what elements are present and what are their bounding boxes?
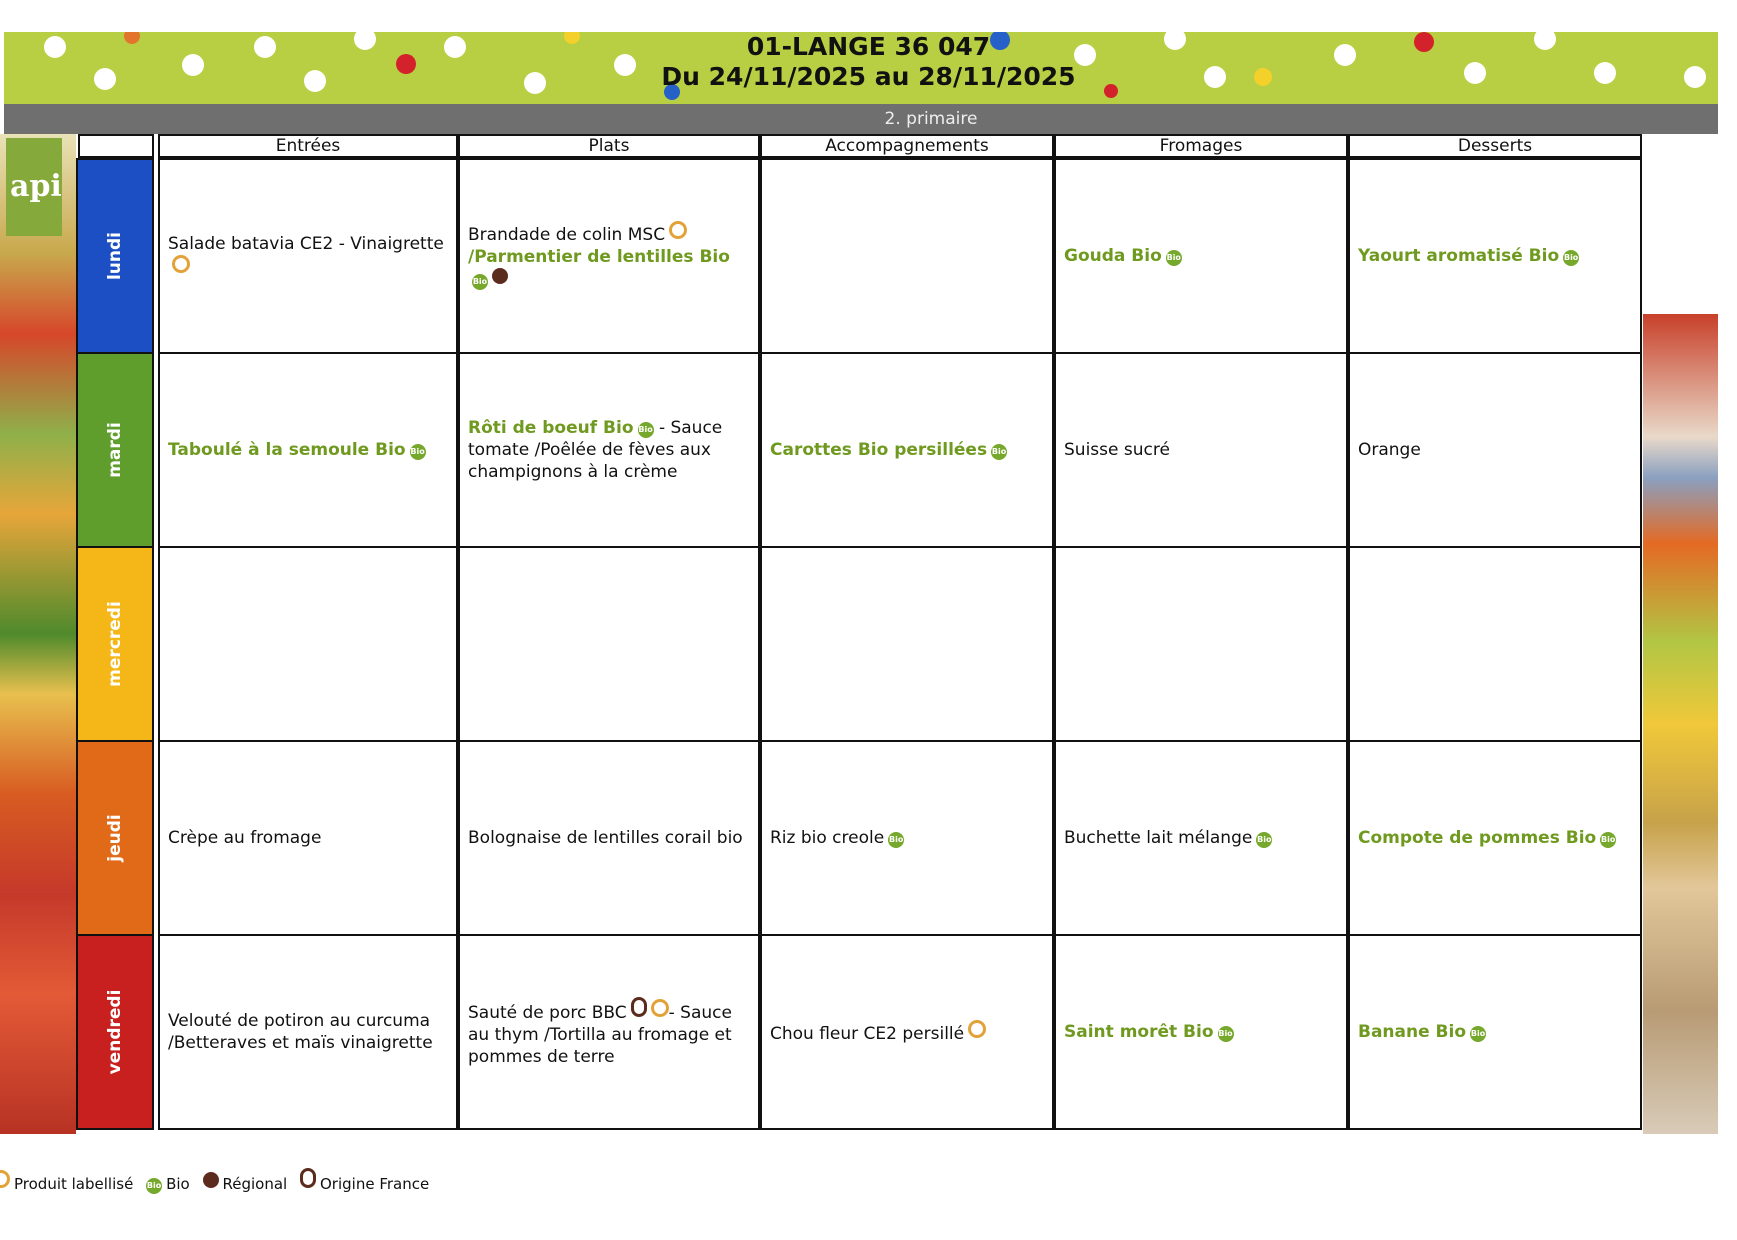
origine-france-icon — [300, 1168, 316, 1188]
bio-leaf-icon: Bio — [1218, 1026, 1234, 1042]
menu-table — [70, 134, 1642, 1134]
date-range: Du 24/11/2025 au 28/11/2025 — [661, 62, 1076, 91]
regional-icon — [203, 1172, 219, 1188]
decorative-vegetables-right — [1643, 314, 1718, 1134]
cell-mercredi-dessert — [1348, 546, 1642, 742]
label-icon — [0, 1170, 10, 1188]
regional-icon — [492, 268, 508, 284]
page-title — [0, 32, 1737, 92]
api-logo: api — [6, 138, 62, 236]
cell-mardi-plat: Rôti de boeuf Bio Bio - Sauce tomate /Poêlée de fèves aux champignons à la crème — [458, 352, 760, 548]
cell-vendredi-dessert: Banane Bio Bio — [1348, 934, 1642, 1130]
cell-mardi-dessert: Orange — [1348, 352, 1642, 548]
day-mercredi: mercredi — [76, 546, 154, 742]
col-header-accompagnements: Accompagnements — [760, 134, 1054, 158]
cell-mercredi-entree — [158, 546, 458, 742]
legend: Produit labellisé Bio Bio Régional Origine France — [0, 1168, 433, 1194]
cell-mardi-accompagnement: Carottes Bio persillées Bio — [760, 352, 1054, 548]
bio-leaf-icon: Bio — [991, 444, 1007, 460]
label-icon — [651, 999, 669, 1017]
cell-jeudi-entree: Crèpe au fromage — [158, 740, 458, 936]
bio-leaf-icon: Bio — [410, 444, 426, 460]
cell-jeudi-dessert: Compote de pommes Bio Bio — [1348, 740, 1642, 936]
cell-jeudi-accompagnement: Riz bio creole Bio — [760, 740, 1054, 936]
day-vendredi: vendredi — [76, 934, 154, 1130]
bio-leaf-icon: Bio — [888, 832, 904, 848]
cell-vendredi-entree: Velouté de potiron au curcuma /Betteraves et maïs vinaigrette — [158, 934, 458, 1130]
bio-leaf-icon: Bio — [1166, 250, 1182, 266]
label-icon — [669, 221, 687, 239]
col-header-entrees: Entrées — [158, 134, 458, 158]
cell-jeudi-fromage: Buchette lait mélange Bio — [1054, 740, 1348, 936]
bio-leaf-icon: Bio — [1256, 832, 1272, 848]
bio-leaf-icon: Bio — [1563, 250, 1579, 266]
day-jeudi: jeudi — [76, 740, 154, 936]
site-code: 01-LANGE 36 047 — [746, 32, 991, 61]
col-header-plats: Plats — [458, 134, 760, 158]
cell-lundi-plat: Brandade de colin MSC /Parmentier de lentilles Bio Bio — [458, 158, 760, 354]
origine-france-icon — [631, 997, 647, 1017]
cell-mercredi-plat — [458, 546, 760, 742]
header-corner — [78, 134, 154, 158]
cell-vendredi-plat: Sauté de porc BBC - Sauce au thym /Tortilla au fromage et pommes de terre — [458, 934, 760, 1130]
cell-vendredi-accompagnement: Chou fleur CE2 persillé — [760, 934, 1054, 1130]
bio-leaf-icon: Bio — [1600, 832, 1616, 848]
col-header-fromages: Fromages — [1054, 134, 1348, 158]
cell-mardi-fromage: Suisse sucré — [1054, 352, 1348, 548]
bio-leaf-icon: Bio — [472, 274, 488, 290]
col-header-desserts: Desserts — [1348, 134, 1642, 158]
label-icon — [172, 255, 190, 273]
day-mardi: mardi — [76, 352, 154, 548]
cell-lundi-accompagnement — [760, 158, 1054, 354]
group-label: 2. primaire — [884, 109, 978, 129]
cell-mardi-entree: Taboulé à la semoule Bio Bio — [158, 352, 458, 548]
cell-lundi-entree: Salade batavia CE2 - Vinaigrette — [158, 158, 458, 354]
group-bar — [4, 104, 1718, 134]
day-lundi: lundi — [76, 158, 154, 354]
bio-leaf-icon: Bio — [1470, 1026, 1486, 1042]
cell-lundi-dessert: Yaourt aromatisé Bio Bio — [1348, 158, 1642, 354]
cell-jeudi-plat: Bolognaise de lentilles corail bio — [458, 740, 760, 936]
cell-lundi-fromage: Gouda Bio Bio — [1054, 158, 1348, 354]
bio-leaf-icon: Bio — [146, 1178, 162, 1194]
decorative-vegetables-left — [0, 134, 76, 1134]
label-icon — [968, 1020, 986, 1038]
cell-mercredi-accompagnement — [760, 546, 1054, 742]
cell-vendredi-fromage: Saint morêt Bio Bio — [1054, 934, 1348, 1130]
cell-mercredi-fromage — [1054, 546, 1348, 742]
bio-leaf-icon: Bio — [638, 422, 654, 438]
